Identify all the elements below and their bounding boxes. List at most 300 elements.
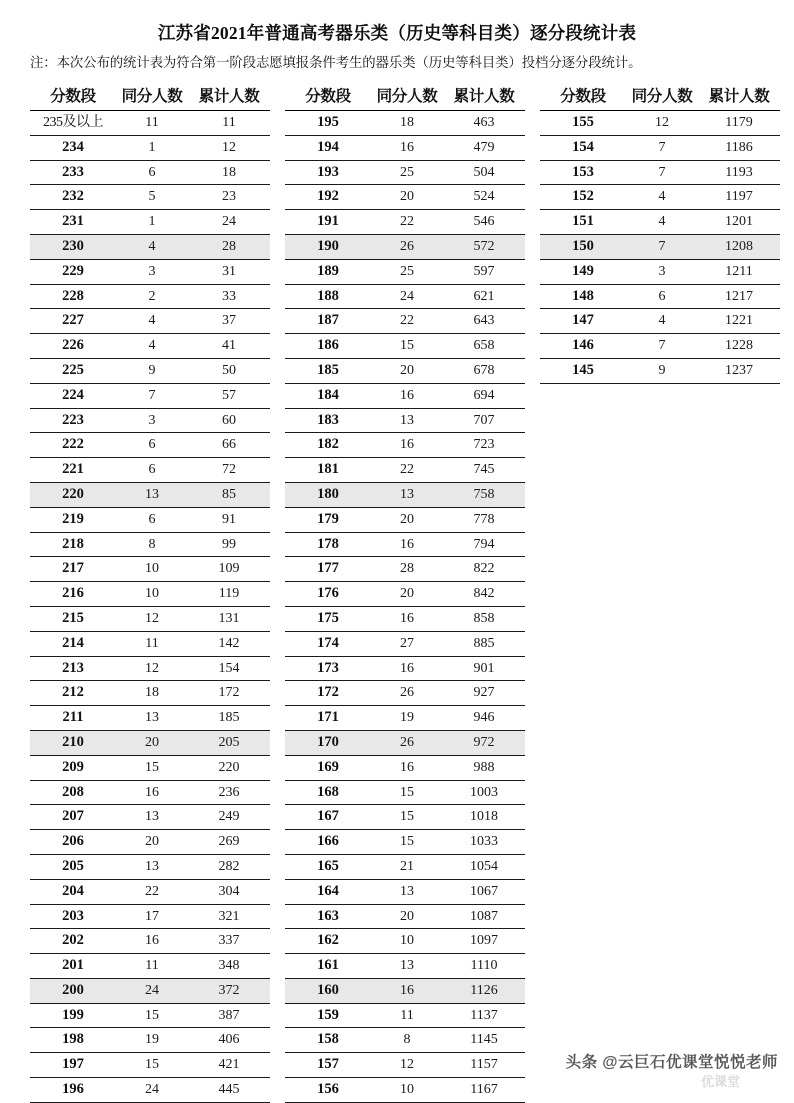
cell-same-score-count: 16 [371,656,443,681]
cell-same-score-count: 18 [371,111,443,136]
cell-score: 183 [285,408,371,433]
cell-same-score-count: 12 [116,606,188,631]
column-header-cum: 累计人数 [443,84,525,111]
table-row [285,557,525,582]
cell-same-score-count: 20 [371,185,443,210]
cell-score: 195 [285,111,371,136]
cell-same-score-count: 7 [626,135,698,160]
column-header-same: 同分人数 [626,84,698,111]
cell-same-score-count: 6 [116,507,188,532]
table-row [30,706,270,731]
cell-cumulative-count: 249 [188,805,270,830]
cell-cumulative-count: 745 [443,458,525,483]
cell-same-score-count: 20 [371,904,443,929]
cell-same-score-count: 19 [371,706,443,731]
cell-cumulative-count: 1217 [698,284,780,309]
cell-score: 201 [30,954,116,979]
table-header-row [540,84,780,111]
cell-score: 192 [285,185,371,210]
cell-score: 152 [540,185,626,210]
cell-cumulative-count: 1003 [443,780,525,805]
cell-same-score-count: 17 [116,904,188,929]
cell-same-score-count: 13 [116,805,188,830]
cell-same-score-count: 10 [116,557,188,582]
cell-same-score-count: 25 [371,160,443,185]
cell-same-score-count: 3 [626,259,698,284]
cell-score: 171 [285,706,371,731]
cell-same-score-count: 10 [116,582,188,607]
cell-score: 221 [30,458,116,483]
cell-cumulative-count: 1067 [443,879,525,904]
cell-cumulative-count: 1179 [698,111,780,136]
cell-same-score-count: 26 [371,681,443,706]
cell-score: 151 [540,210,626,235]
cell-score: 163 [285,904,371,929]
table-row [30,904,270,929]
cell-score: 194 [285,135,371,160]
score-table-block-1 [30,84,270,1103]
cell-same-score-count: 8 [116,532,188,557]
column-header-cum: 累计人数 [698,84,780,111]
cell-same-score-count: 22 [116,879,188,904]
cell-same-score-count: 6 [116,458,188,483]
cell-same-score-count: 3 [116,408,188,433]
cell-score: 211 [30,706,116,731]
cell-score: 169 [285,755,371,780]
cell-same-score-count: 3 [116,259,188,284]
cell-score: 232 [30,185,116,210]
score-table [30,84,270,1103]
table-row [285,111,525,136]
table-row [285,334,525,359]
cell-cumulative-count: 707 [443,408,525,433]
cell-same-score-count: 15 [371,334,443,359]
cell-cumulative-count: 1201 [698,210,780,235]
cell-score: 227 [30,309,116,334]
table-row [30,482,270,507]
cell-cumulative-count: 946 [443,706,525,731]
cell-score: 155 [540,111,626,136]
watermark: 头条 @云巨石优课堂悦悦老师 [565,1054,778,1071]
column-header-same: 同分人数 [371,84,443,111]
table-row [285,458,525,483]
cell-same-score-count: 28 [371,557,443,582]
cell-same-score-count: 12 [626,111,698,136]
cell-score: 222 [30,433,116,458]
cell-same-score-count: 19 [116,1028,188,1053]
table-row [285,730,525,755]
cell-cumulative-count: 154 [188,656,270,681]
table-row [30,284,270,309]
page-note: 注：本次公布的统计表为符合第一阶段志愿填报条件考生的器乐类（历史等科目类）投档分逐分段统计。 [30,55,642,70]
table-row [285,755,525,780]
cell-same-score-count: 11 [116,954,188,979]
table-row [540,160,780,185]
cell-cumulative-count: 18 [188,160,270,185]
cell-score: 160 [285,978,371,1003]
cell-same-score-count: 26 [371,234,443,259]
cell-cumulative-count: 1167 [443,1078,525,1103]
cell-score: 175 [285,606,371,631]
cell-same-score-count: 24 [116,1078,188,1103]
cell-same-score-count: 13 [116,706,188,731]
cell-same-score-count: 20 [371,582,443,607]
cell-score: 218 [30,532,116,557]
cell-same-score-count: 16 [371,606,443,631]
cell-cumulative-count: 387 [188,1003,270,1028]
table-row [285,805,525,830]
table-row [30,879,270,904]
cell-score: 147 [540,309,626,334]
cell-cumulative-count: 337 [188,929,270,954]
cell-cumulative-count: 1145 [443,1028,525,1053]
cell-cumulative-count: 1237 [698,358,780,383]
cell-same-score-count: 27 [371,631,443,656]
cell-score: 196 [30,1078,116,1103]
cell-same-score-count: 16 [116,929,188,954]
cell-score: 217 [30,557,116,582]
cell-same-score-count: 25 [371,259,443,284]
cell-same-score-count: 9 [116,358,188,383]
table-row [540,135,780,160]
cell-cumulative-count: 99 [188,532,270,557]
cell-score: 177 [285,557,371,582]
table-row [285,234,525,259]
cell-score: 202 [30,929,116,954]
cell-cumulative-count: 421 [188,1053,270,1078]
cell-same-score-count: 22 [371,458,443,483]
cell-cumulative-count: 72 [188,458,270,483]
cell-cumulative-count: 758 [443,482,525,507]
cell-cumulative-count: 885 [443,631,525,656]
cell-score: 230 [30,234,116,259]
table-row [540,185,780,210]
cell-cumulative-count: 11 [188,111,270,136]
column-header-score: 分数段 [540,84,626,111]
cell-score: 180 [285,482,371,507]
cell-score: 165 [285,854,371,879]
table-row [30,681,270,706]
cell-score: 167 [285,805,371,830]
table-row [30,458,270,483]
score-table [540,84,780,384]
cell-cumulative-count: 723 [443,433,525,458]
cell-cumulative-count: 28 [188,234,270,259]
cell-same-score-count: 1 [116,135,188,160]
cell-score: 233 [30,160,116,185]
cell-cumulative-count: 304 [188,879,270,904]
cell-same-score-count: 13 [371,408,443,433]
cell-cumulative-count: 678 [443,358,525,383]
cell-score: 198 [30,1028,116,1053]
cell-cumulative-count: 269 [188,830,270,855]
table-row [30,854,270,879]
cell-same-score-count: 16 [371,433,443,458]
cell-cumulative-count: 66 [188,433,270,458]
table-row [285,904,525,929]
cell-score: 191 [285,210,371,235]
cell-same-score-count: 20 [116,730,188,755]
cell-score: 226 [30,334,116,359]
cell-cumulative-count: 24 [188,210,270,235]
cell-score: 179 [285,507,371,532]
table-row [30,234,270,259]
table-row [30,309,270,334]
cell-same-score-count: 24 [371,284,443,309]
table-row [30,160,270,185]
cell-cumulative-count: 479 [443,135,525,160]
table-row [30,111,270,136]
table-row [285,929,525,954]
cell-score: 168 [285,780,371,805]
table-row [285,383,525,408]
cell-score: 189 [285,259,371,284]
cell-score: 181 [285,458,371,483]
cell-cumulative-count: 185 [188,706,270,731]
table-row [30,433,270,458]
cell-score: 187 [285,309,371,334]
cell-cumulative-count: 1033 [443,830,525,855]
table-row [30,185,270,210]
cell-same-score-count: 15 [116,1053,188,1078]
table-row [30,656,270,681]
cell-same-score-count: 12 [116,656,188,681]
cell-same-score-count: 15 [116,755,188,780]
cell-cumulative-count: 842 [443,582,525,607]
cell-same-score-count: 11 [116,111,188,136]
cell-score: 228 [30,284,116,309]
cell-same-score-count: 13 [371,482,443,507]
cell-same-score-count: 9 [626,358,698,383]
table-row [285,358,525,383]
cell-same-score-count: 21 [371,854,443,879]
cell-score: 224 [30,383,116,408]
table-row [285,185,525,210]
score-table-block-3 [540,84,780,1103]
table-row [540,334,780,359]
cell-same-score-count: 12 [371,1053,443,1078]
table-row [285,532,525,557]
cell-same-score-count: 16 [371,135,443,160]
table-row [285,309,525,334]
cell-score: 159 [285,1003,371,1028]
cell-same-score-count: 6 [116,433,188,458]
cell-cumulative-count: 1197 [698,185,780,210]
table-row [285,656,525,681]
cell-score: 170 [285,730,371,755]
cell-same-score-count: 11 [371,1003,443,1028]
cell-cumulative-count: 41 [188,334,270,359]
table-row [30,507,270,532]
cell-score: 149 [540,259,626,284]
cell-score: 176 [285,582,371,607]
cell-score: 156 [285,1078,371,1103]
table-row [285,507,525,532]
cell-score: 204 [30,879,116,904]
cell-score: 235及以上 [30,111,116,136]
table-row [285,259,525,284]
cell-cumulative-count: 621 [443,284,525,309]
table-row [30,210,270,235]
cell-score: 172 [285,681,371,706]
table-row [30,582,270,607]
table-row [540,358,780,383]
cell-same-score-count: 1 [116,210,188,235]
table-row [30,259,270,284]
cell-same-score-count: 20 [116,830,188,855]
cell-score: 225 [30,358,116,383]
table-row [285,408,525,433]
table-row [285,978,525,1003]
cell-score: 193 [285,160,371,185]
cell-same-score-count: 4 [116,334,188,359]
cell-cumulative-count: 109 [188,557,270,582]
table-row [540,234,780,259]
table-row [30,730,270,755]
cell-cumulative-count: 858 [443,606,525,631]
table-row [30,978,270,1003]
cell-score: 166 [285,830,371,855]
cell-cumulative-count: 463 [443,111,525,136]
table-row [285,681,525,706]
cell-same-score-count: 4 [116,309,188,334]
cell-score: 148 [540,284,626,309]
table-row [285,210,525,235]
table-row [285,433,525,458]
cell-score: 206 [30,830,116,855]
cell-cumulative-count: 220 [188,755,270,780]
cell-cumulative-count: 33 [188,284,270,309]
cell-score: 145 [540,358,626,383]
table-row [285,1003,525,1028]
cell-same-score-count: 11 [116,631,188,656]
cell-cumulative-count: 1097 [443,929,525,954]
cell-same-score-count: 15 [371,805,443,830]
cell-score: 219 [30,507,116,532]
score-table [285,84,525,1103]
cell-same-score-count: 18 [116,681,188,706]
cell-same-score-count: 4 [626,210,698,235]
cell-cumulative-count: 172 [188,681,270,706]
cell-score: 223 [30,408,116,433]
cell-cumulative-count: 85 [188,482,270,507]
table-row [30,631,270,656]
cell-score: 162 [285,929,371,954]
cell-same-score-count: 13 [116,854,188,879]
table-row [30,1003,270,1028]
cell-score: 188 [285,284,371,309]
cell-cumulative-count: 1018 [443,805,525,830]
cell-same-score-count: 7 [116,383,188,408]
table-row [540,210,780,235]
cell-score: 210 [30,730,116,755]
cell-same-score-count: 15 [116,1003,188,1028]
cell-score: 190 [285,234,371,259]
table-row [30,383,270,408]
cell-score: 182 [285,433,371,458]
cell-score: 212 [30,681,116,706]
table-row [30,334,270,359]
cell-cumulative-count: 643 [443,309,525,334]
cell-cumulative-count: 131 [188,606,270,631]
cell-same-score-count: 6 [626,284,698,309]
cell-score: 200 [30,978,116,1003]
cell-same-score-count: 7 [626,334,698,359]
cell-cumulative-count: 1087 [443,904,525,929]
cell-score: 161 [285,954,371,979]
cell-cumulative-count: 60 [188,408,270,433]
cell-cumulative-count: 282 [188,854,270,879]
cell-cumulative-count: 972 [443,730,525,755]
cell-cumulative-count: 142 [188,631,270,656]
table-row [285,631,525,656]
cell-score: 158 [285,1028,371,1053]
cell-score: 157 [285,1053,371,1078]
cell-score: 184 [285,383,371,408]
table-row [30,606,270,631]
cell-score: 209 [30,755,116,780]
cell-cumulative-count: 321 [188,904,270,929]
cell-same-score-count: 5 [116,185,188,210]
table-row [285,160,525,185]
table-row [30,358,270,383]
table-row [30,929,270,954]
table-row [285,284,525,309]
cell-score: 164 [285,879,371,904]
cell-same-score-count: 13 [371,879,443,904]
cell-same-score-count: 16 [371,755,443,780]
cell-score: 146 [540,334,626,359]
cell-same-score-count: 15 [371,780,443,805]
cell-cumulative-count: 988 [443,755,525,780]
table-row [285,879,525,904]
cell-cumulative-count: 236 [188,780,270,805]
cell-score: 205 [30,854,116,879]
cell-same-score-count: 22 [371,210,443,235]
cell-cumulative-count: 1208 [698,234,780,259]
cell-score: 173 [285,656,371,681]
table-row [30,135,270,160]
table-header-row [30,84,270,111]
cell-same-score-count: 16 [116,780,188,805]
cell-score: 234 [30,135,116,160]
cell-same-score-count: 26 [371,730,443,755]
table-row [285,1028,525,1053]
cell-cumulative-count: 50 [188,358,270,383]
table-row [30,755,270,780]
cell-cumulative-count: 91 [188,507,270,532]
cell-cumulative-count: 694 [443,383,525,408]
table-row [285,135,525,160]
table-row [30,557,270,582]
cell-score: 215 [30,606,116,631]
cell-score: 214 [30,631,116,656]
table-row [540,309,780,334]
cell-cumulative-count: 31 [188,259,270,284]
cell-same-score-count: 4 [116,234,188,259]
cell-score: 231 [30,210,116,235]
cell-cumulative-count: 348 [188,954,270,979]
cell-same-score-count: 8 [371,1028,443,1053]
table-row [30,830,270,855]
page-title: 江苏省2021年普通高考器乐类（历史等科目类）逐分段统计表 [157,23,637,43]
table-row [30,532,270,557]
cell-cumulative-count: 372 [188,978,270,1003]
cell-score: 186 [285,334,371,359]
cell-same-score-count: 4 [626,185,698,210]
table-row [30,1028,270,1053]
cell-same-score-count: 2 [116,284,188,309]
